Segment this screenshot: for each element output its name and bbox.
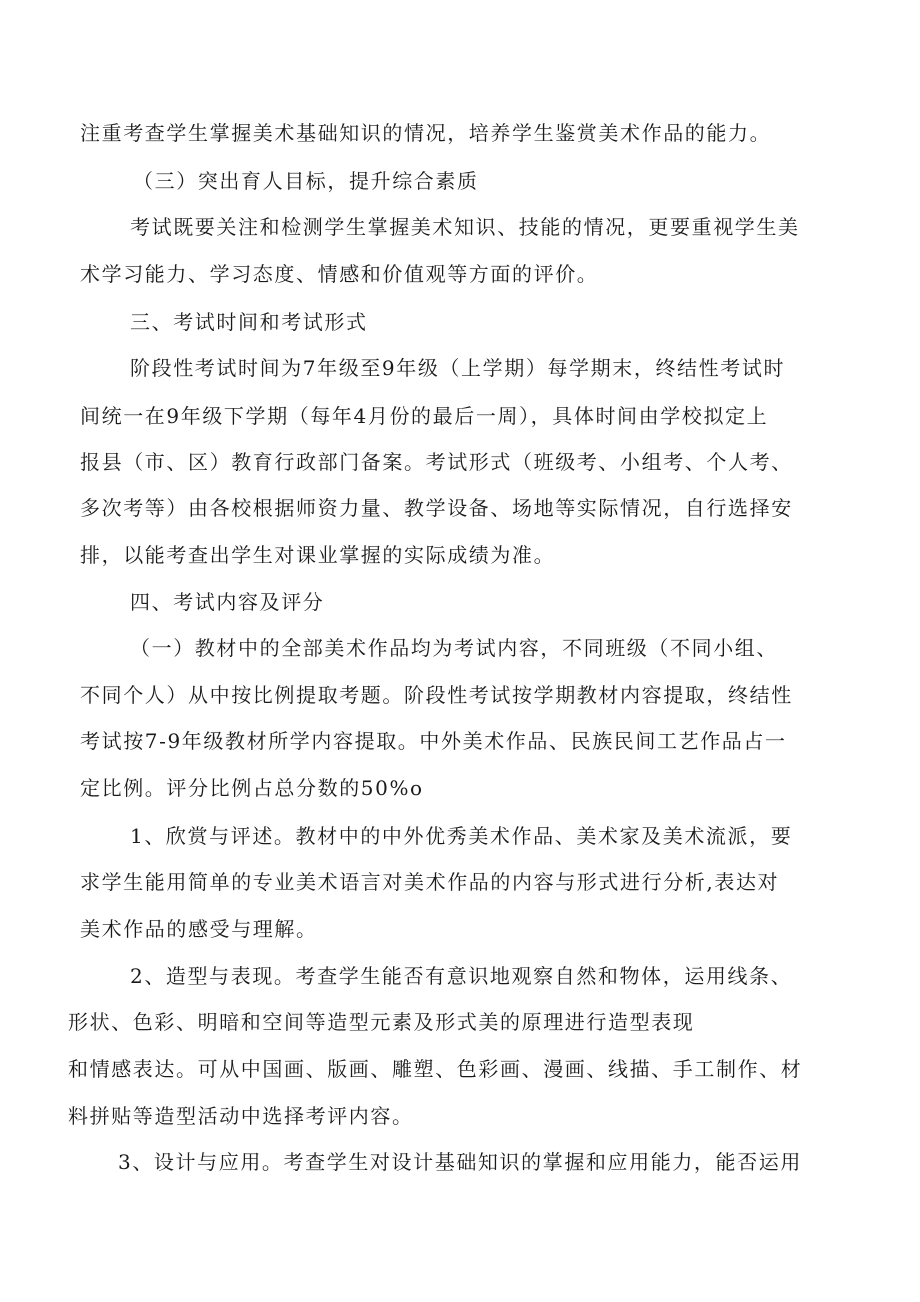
text-line: 和情感表达。可从中国画、版画、雕塑、色彩画、漫画、线描、手工制作、材 [68, 1057, 803, 1081]
text-line: 阶段性考试时间为7年级至9年级（上学期）每学期末，终结性考试时 [130, 356, 786, 380]
text-line: 间统一在9年级下学期（每年4月份的最后一周），具体时间由学校拟定上 [80, 404, 769, 428]
text-line: 料拼贴等造型活动中选择考评内容。 [68, 1104, 414, 1128]
text-line: 求学生能用简单的专业美术语言对美术作品的内容与形式进行分析,表达对 [80, 870, 780, 894]
section-heading: （三）突出育人目标，提升综合素质 [133, 169, 479, 193]
text-line: 形状、色彩、明暗和空间等造型元素及形式美的原理进行造型表现 [68, 1010, 695, 1034]
text-line: 1、欣赏与评述。教材中的中外优秀美术作品、美术家及美术流派，要 [130, 824, 793, 848]
text-line: 考试既要关注和检测学生掌握美术知识、技能的情况，更要重视学生美 [130, 215, 800, 239]
text-line: 3、设计与应用。考查学生对设计基础知识的掌握和应用能力，能否运用 [118, 1150, 802, 1174]
text-line: 2、造型与表现。考查学生能否有意识地观察自然和物体，运用线条、 [130, 964, 793, 988]
text-line: 考试按7-9年级教材所学内容提取。中外美术作品、民族民间工艺作品占一 [80, 729, 787, 753]
text-line: 定比例。评分比例占总分数的50%o [80, 776, 424, 800]
section-heading: 四、考试内容及评分 [130, 590, 325, 614]
text-line: 多次考等）由各校根据师资力量、教学设备、场地等实际情况，自行选择安 [80, 496, 793, 520]
text-line: 美术作品的感受与理解。 [80, 917, 318, 941]
text-line: 术学习能力、学习态度、情感和价值观等方面的评价。 [80, 262, 599, 286]
section-heading: 三、考试时间和考试形式 [130, 310, 368, 334]
text-line: 注重考查学生掌握美术基础知识的情况，培养学生鉴赏美术作品的能力。 [80, 121, 772, 145]
text-line: 不同个人）从中按比例提取考题。阶段性考试按学期教材内容提取，终结性 [80, 683, 793, 707]
text-line: 排，以能考查出学生对课业掌握的实际成绩为准。 [80, 543, 556, 567]
text-line: 报县（市、区）教育行政部门备案。考试形式（班级考、小组考、个人考、 [80, 450, 793, 474]
text-line: （一）教材中的全部美术作品均为考试内容，不同班级（不同小组、 [130, 636, 778, 660]
